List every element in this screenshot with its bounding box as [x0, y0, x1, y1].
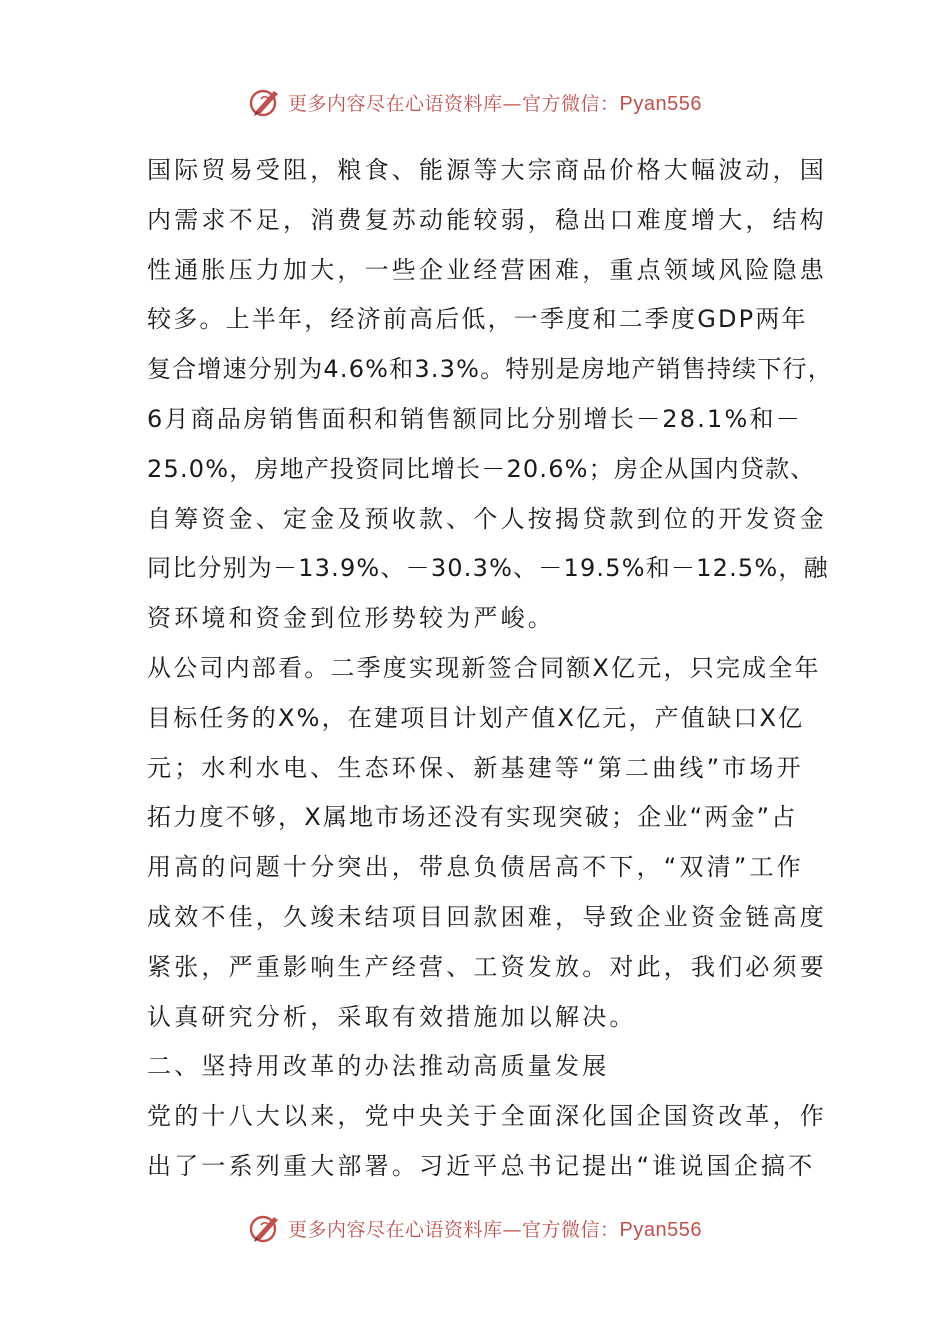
banner-label: 更多内容尽在心语资料库—官方微信： [288, 92, 620, 115]
footer-banner [0, 1208, 950, 1248]
pen-logo-icon [248, 1211, 284, 1245]
text-line: 内需求不足，消费复苏动能较弱，稳出口难度增大，结构 [147, 205, 827, 234]
text-line: 紧张，严重影响生产经营、工资发放。对此，我们必须要 [147, 952, 827, 981]
text-line: 用高的问题十分突出，带息负债居高不下，“双清”工作 [147, 853, 804, 882]
text-line: 25.0%，房地产投资同比增长－20.6%；房企从国内贷款、 [147, 454, 816, 483]
text-line: 同比分别为－13.9%、－30.3%、－19.5%和－12.5%，融 [147, 554, 829, 583]
text-line: 目标任务的X%，在建项目计划产值X亿元，产值缺口X亿 [147, 703, 805, 732]
wechat-id: Pyan556 [619, 1218, 702, 1241]
wechat-id: Pyan556 [619, 92, 702, 115]
text-line: 拓力度不够，X属地市场还没有实现突破；企业“两金”占 [147, 803, 798, 832]
section-heading: 二、坚持用改革的办法推动高质量发展 [147, 1052, 610, 1081]
banner-text [288, 1215, 702, 1242]
text-line: 自筹资金、定金及预收款、个人按揭贷款到位的开发资金 [147, 504, 827, 533]
text-line: 党的十八大以来，党中央关于全面深化国企国资改革，作 [147, 1102, 827, 1131]
text-line: 元；水利水电、生态环保、新基建等“第二曲线”市场开 [147, 753, 804, 782]
text-line: 认真研究分析，采取有效措施加以解决。 [147, 1002, 637, 1031]
text-line: 6月商品房销售面积和销售额同比分别增长－28.1%和－ [147, 404, 802, 433]
text-line: 国际贸易受阻，粮食、能源等大宗商品价格大幅波动，国 [147, 156, 827, 184]
text-line: 较多。上半年，经济前高后低，一季度和二季度GDP两年 [147, 305, 808, 334]
text-line: 复合增速分别为4.6%和3.3%。特别是房地产销售持续下行， [147, 355, 833, 384]
text-line: 资环境和资金到位形势较为严峻。 [147, 604, 555, 633]
text-line: 从公司内部看。二季度实现新签合同额X亿元，只完成全年 [147, 653, 821, 682]
header-banner [0, 82, 950, 122]
text-line: 成效不佳，久竣未结项目回款困难，导致企业资金链高度 [147, 902, 827, 931]
text-line: 出了一系列重大部署。习近平总书记提出“谁说国企搞不 [147, 1151, 816, 1180]
text-line: 性通胀压力加大，一些企业经营困难，重点领域风险隐患 [147, 255, 827, 284]
banner-text [288, 89, 702, 116]
banner-label: 更多内容尽在心语资料库—官方微信： [288, 1218, 620, 1241]
pen-logo-icon [248, 85, 284, 119]
document-body [147, 146, 833, 1192]
